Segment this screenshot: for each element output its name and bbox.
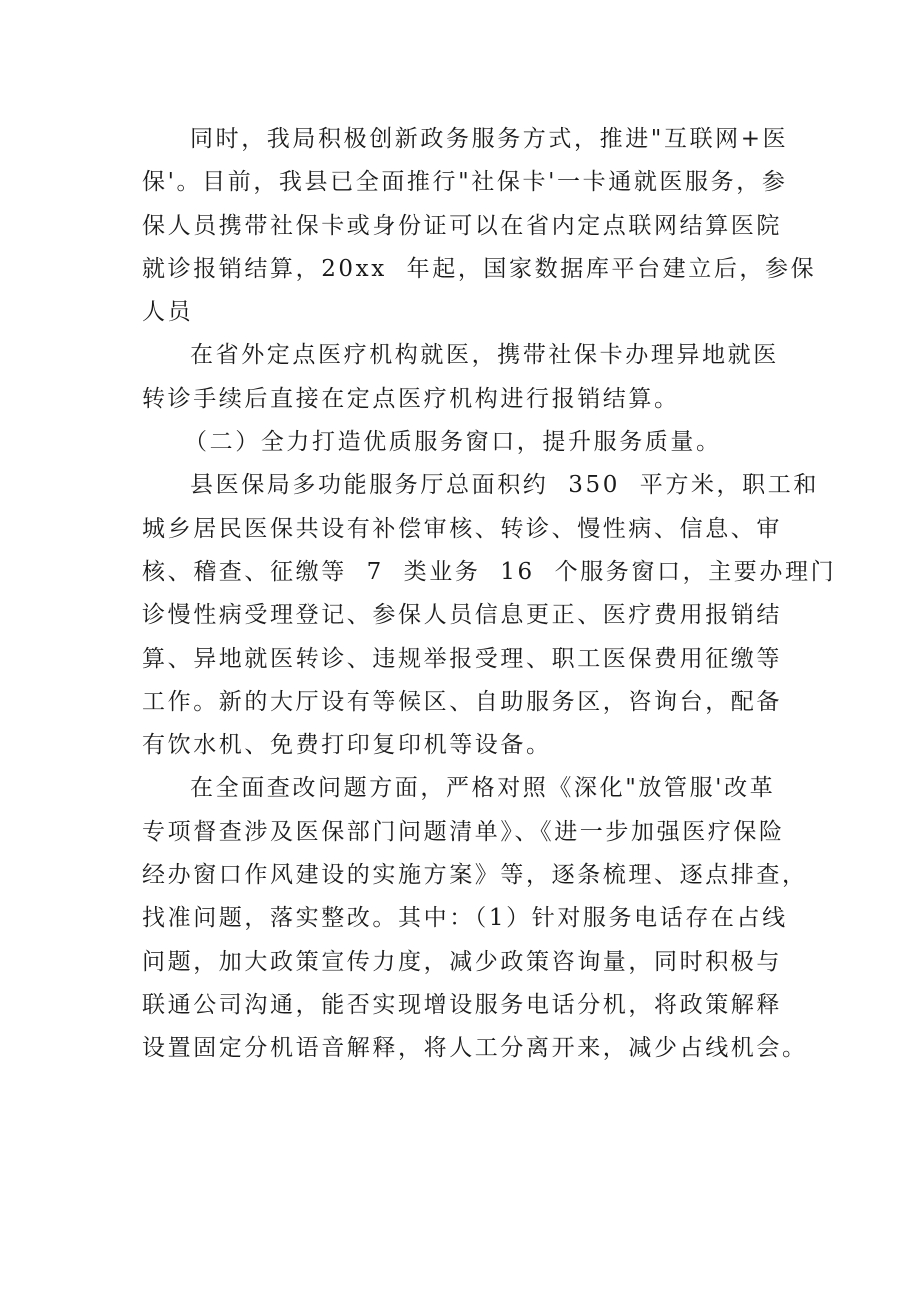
text-line: 就诊报销结算，20xx 年起，国家数据库平台建立后，参保 — [142, 255, 817, 282]
text-line: 转诊手续后直接在定点医疗机构进行报销结算。 — [142, 385, 680, 412]
text-line: 联通公司沟通，能否实现增设服务电话分机，将政策解释 — [142, 991, 782, 1018]
text-line: 诊慢性病受理登记、参保人员信息更正、医疗费用报销结 — [142, 602, 782, 629]
paragraph — [142, 767, 808, 1070]
paragraph — [142, 118, 817, 334]
paragraph — [142, 334, 792, 421]
text-line: 核、稽查、征缴等 7 类业务 16 个服务窗口，主要办理门 — [142, 558, 837, 585]
text-line: 在全面查改问题方面，严格对照《深化"放管服'改革 — [190, 775, 776, 802]
text-line: 工作。新的大厅设有等候区、自助服务区，咨询台，配备 — [142, 688, 782, 715]
text-line: 在省外定点医疗机构就医，携带社保卡办理异地就医 — [190, 342, 779, 369]
text-line: 同时，我局积极创新政务服务方式，推进"互联网+医 — [190, 126, 789, 152]
text-line: 算、异地就医转诊、违规举报受理、职工医保费用征缴等 — [142, 645, 782, 672]
paragraph — [142, 464, 837, 767]
text-line: 人员 — [142, 299, 194, 326]
text-line: 问题，加大政策宣传力度，减少政策咨询量，同时积极与 — [142, 948, 782, 975]
text-line: 有饮水机、免费打印复印机等设备。 — [142, 732, 552, 759]
text-line: 专项督查涉及医保部门问题清单》、《进一步加强医疗保险 — [142, 818, 785, 845]
text-line: 城乡居民医保共设有补偿审核、转诊、慢性病、信息、审 — [142, 515, 782, 542]
text-line: 县医保局多功能服务厅总面积约 350 平方米，职工和 — [190, 472, 819, 499]
text-line: 经办窗口作风建设的实施方案》等，逐条梳理、逐点排查， — [142, 862, 808, 889]
heading-line: （二）全力打造优质服务窗口，提升服务质量。 — [184, 429, 722, 456]
text-line: 设置固定分机语音解释，将人工分离开来，减少占线机会。 — [142, 1035, 808, 1062]
text-line: 保人员携带社保卡或身份证可以在省内定点联网结算医院 — [142, 212, 782, 239]
text-line: 找准问题，落实整改。其中：（1）针对服务电话存在占线 — [142, 905, 788, 932]
section-heading — [142, 421, 792, 464]
document-body — [142, 118, 837, 1071]
text-line: 保'。目前，我县已全面推行"社保卡'一卡通就医服务，参 — [142, 169, 788, 196]
